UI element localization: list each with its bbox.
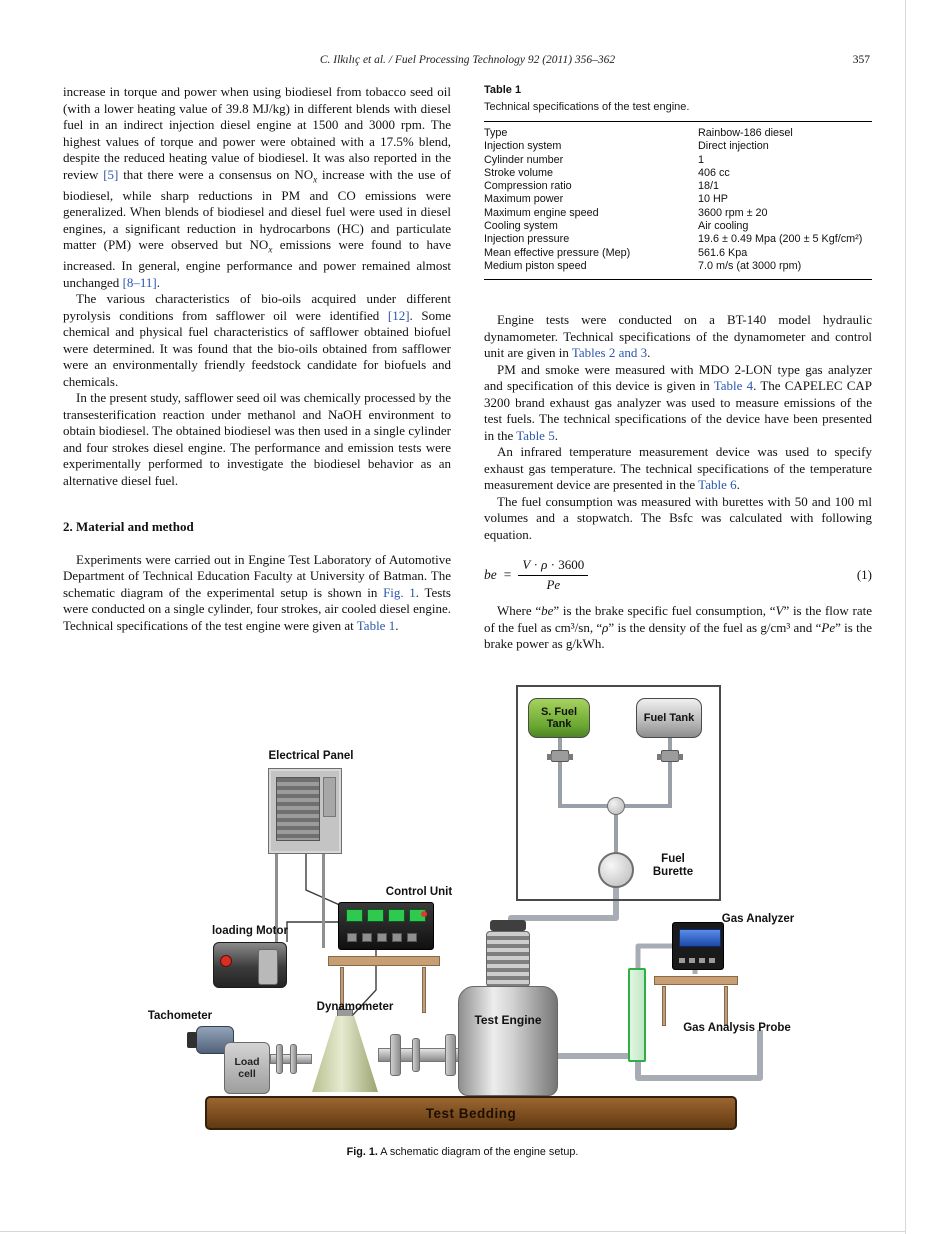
page-edge-line bbox=[905, 0, 906, 1234]
table-row: Injection system Direct injection bbox=[484, 140, 769, 153]
fuel-valve-icon bbox=[551, 750, 569, 762]
table-row: Mean effective pressure (Mep) 561.6 Kpa bbox=[484, 246, 748, 259]
table-caption: Technical specifications of the test engine. bbox=[484, 101, 690, 113]
figure-caption-label: Fig. 1. bbox=[346, 1146, 378, 1158]
fuel-junction bbox=[607, 797, 625, 815]
test-engine bbox=[458, 986, 558, 1096]
loading-motor-label: loading Motor bbox=[211, 925, 288, 937]
shaft-flange bbox=[390, 1034, 401, 1076]
table-row: Maximum engine speed 3600 rpm ± 20 bbox=[484, 206, 768, 219]
page-number: 357 bbox=[852, 54, 870, 66]
ref-link[interactable]: Table 5 bbox=[516, 427, 555, 443]
paragraph: Where “be” is the brake specific fuel consumption, “V” is the flow rate of the fuel as cm³/sn, “ρ” is the density of the fuel as g/cm³ and “Pe” is the brake power as g/kWh. bbox=[484, 603, 872, 652]
load-cell-label: Load cell bbox=[234, 1056, 260, 1080]
engine-cooling-fins bbox=[486, 931, 530, 987]
control-unit-display bbox=[346, 909, 426, 922]
page-header bbox=[63, 54, 872, 66]
table-1 bbox=[484, 84, 872, 280]
fuel-burette bbox=[598, 852, 634, 888]
load-cell bbox=[224, 1042, 270, 1094]
ref-link[interactable]: [12] bbox=[387, 307, 410, 323]
s-fuel-tank bbox=[528, 698, 590, 738]
equation-1 bbox=[484, 557, 872, 593]
analyzer-buttons bbox=[679, 958, 715, 963]
table-row: Type Rainbow-186 diesel bbox=[484, 127, 793, 139]
engine-cap bbox=[490, 920, 526, 931]
ref-link[interactable]: Tables 2 and 3 bbox=[571, 345, 648, 361]
table-row: Cylinder number 1 bbox=[484, 153, 705, 166]
table-label: Table 1 bbox=[484, 84, 522, 96]
motor-band bbox=[258, 949, 278, 985]
equation-lhs: be bbox=[484, 567, 497, 583]
loading-motor bbox=[213, 942, 287, 988]
ref-link[interactable]: Table 6 bbox=[698, 477, 737, 493]
dynamometer-label: Dynamometer bbox=[316, 1001, 394, 1013]
paragraph: increase in torque and power when using biodiesel from tobacco seed oil (with a lower heating value of 39.8 MJ/kg) in different blends with diesel fuel in an indirect injection diesel engine at 1500 and 3000 rpm. The highest values of torque and power were obtained with a 17.5% blend, despite the reduced heating value of biodiesel. It was also reported in the review [5] that there were a consensus on $NO_x$ increase with the use of biodiesel, while sharp reductions in PM and CO emissions were generalized. When blends of biodiesel and diesel fuel were used in diesel engines, a significant reduction in hydrocarbons (HC) and particulate matter (PM) were observed but $NO_x$ emissions were found to have increased. In general, engine performance and power remained almost unchanged [8–11]. bbox=[63, 84, 452, 290]
control-unit-table bbox=[328, 956, 440, 966]
fuel-tank-label: Fuel Tank bbox=[643, 712, 695, 724]
table-row: Maximum power 10 HP bbox=[484, 193, 729, 206]
table-body bbox=[484, 121, 872, 280]
paragraph: The various characteristics of bio-oils acquired under different pyrolysis conditions from safflower oil were identified [12]. Some chemical and physical fuel characteristics of safflower obtained biofuel were determined. It was found that the bio-oils obtained from safflower were an environmentally friendly feedstock candidate for biofuels and chemicals. bbox=[63, 291, 451, 389]
page-edge-line bbox=[0, 1231, 906, 1232]
fuel-valve-icon bbox=[661, 750, 679, 762]
tachometer-tip bbox=[187, 1032, 197, 1048]
gas-sampling-tube bbox=[628, 968, 646, 1062]
test-bedding bbox=[205, 1096, 737, 1130]
tachometer-label: Tachometer bbox=[147, 1010, 213, 1022]
equation-equals: = bbox=[503, 567, 512, 583]
section-heading: 2. Material and method bbox=[63, 519, 194, 535]
shelf-leg bbox=[724, 986, 728, 1026]
paragraph: The fuel consumption was measured with burettes with 50 and 100 ml volumes and a stopwatch. The Bsfc was calculated with following equation. bbox=[484, 493, 872, 542]
gas-analyzer-label: Gas Analyzer bbox=[721, 913, 795, 925]
s-fuel-tank-label: S. Fuel Tank bbox=[540, 706, 578, 730]
analyzer-screen bbox=[679, 929, 721, 947]
control-unit-buttons bbox=[347, 933, 417, 942]
shelf-leg bbox=[662, 986, 666, 1026]
equation-fraction bbox=[518, 557, 588, 593]
power-led-icon bbox=[421, 911, 427, 917]
analyzer-shelf bbox=[654, 976, 738, 985]
figure-caption-text: A schematic diagram of the engine setup. bbox=[380, 1146, 579, 1158]
paragraph: An infrared temperature measurement device was used to specify exhaust gas temperature. The technical specifications of the temperature measurement device are presented in the Table 6. bbox=[484, 444, 872, 493]
ref-link[interactable]: Table 4 bbox=[713, 378, 754, 394]
fuel-tank bbox=[636, 698, 702, 738]
breaker-grid-icon bbox=[276, 777, 320, 841]
ref-link[interactable]: [5] bbox=[103, 166, 119, 182]
table-row: Stroke volume 406 cc bbox=[484, 166, 730, 179]
table-row: Cooling system Air cooling bbox=[484, 220, 749, 233]
paragraph: In the present study, safflower seed oil was chemically processed by the transesterification reaction under methanol and NaOH environment to obtain biodiesel. The obtained biodiesel was then used in a single cylinder and four strokes diesel engine. The performance and emission tests were experimentally performed to investigate the biodiesel behavior as an alternative diesel fuel. bbox=[63, 390, 451, 488]
fuel-burette-label: Fuel Burette bbox=[652, 853, 694, 878]
motor-button-icon bbox=[220, 955, 232, 967]
figure-1 bbox=[60, 680, 870, 1135]
panel-leg bbox=[322, 854, 325, 948]
shaft-flange bbox=[412, 1038, 420, 1072]
control-unit-label: Control Unit bbox=[385, 886, 453, 898]
control-unit bbox=[338, 902, 434, 950]
gas-analyzer bbox=[672, 922, 724, 970]
panel-side-unit bbox=[323, 777, 336, 817]
ref-link[interactable]: Table 1 bbox=[356, 617, 396, 633]
right-column bbox=[484, 84, 872, 653]
test-engine-label: Test Engine bbox=[474, 1013, 542, 1027]
test-bedding-label: Test Bedding bbox=[425, 1105, 517, 1121]
coupling-flange bbox=[290, 1044, 297, 1074]
table-row: Compression ratio 18/1 bbox=[484, 180, 720, 193]
shaft-flange bbox=[445, 1034, 456, 1076]
paragraph: PM and smoke were measured with MDO 2-LON type gas analyzer and specification of this device is given in Table 4. The CAPELEC CAP 3200 brand exhaust gas analyzer was used to measure emissions of the test fuels. The technical specifications of the device have been presented in the Table 5. bbox=[484, 361, 872, 443]
table-leg bbox=[422, 967, 426, 1013]
equation-denominator: Pe bbox=[546, 576, 561, 592]
ref-link[interactable]: [8–11] bbox=[122, 274, 157, 290]
coupling-flange bbox=[276, 1044, 283, 1074]
electrical-panel-label: Electrical Panel bbox=[268, 750, 354, 762]
left-column bbox=[63, 84, 451, 634]
gas-analysis-probe-label: Gas Analysis Probe bbox=[683, 1022, 791, 1034]
equation-number: (1) bbox=[856, 567, 872, 583]
figure-caption bbox=[0, 1146, 925, 1158]
table-row: Injection pressure 19.6 ± 0.49 Mpa (200 ± 5 Kgf/cm²) bbox=[484, 233, 863, 246]
equation-numerator: V · ρ · 3600 bbox=[518, 557, 588, 576]
ref-link[interactable]: Fig. 1 bbox=[383, 584, 416, 600]
paragraph: Experiments were carried out in Engine Test Laboratory of Automotive Department of Technical Education Faculty at University of Batman. The schematic diagram of the experimental setup is shown in Fig. 1. Tests were conducted on a single cylinder, four strokes, air cooled diesel engine. Technical specifications of the test engine were given at Table 1. bbox=[63, 551, 451, 633]
paragraph: Engine tests were conducted on a BT-140 model hydraulic dynamometer. Technical specifications of the dynamometer and control unit are given in Tables 2 and 3. bbox=[484, 312, 872, 361]
table-row: Medium piston speed 7.0 m/s (at 3000 rpm) bbox=[484, 259, 802, 272]
running-title: C. Ilkılıç et al. / Fuel Processing Technology 92 (2011) 356–362 bbox=[319, 54, 616, 66]
